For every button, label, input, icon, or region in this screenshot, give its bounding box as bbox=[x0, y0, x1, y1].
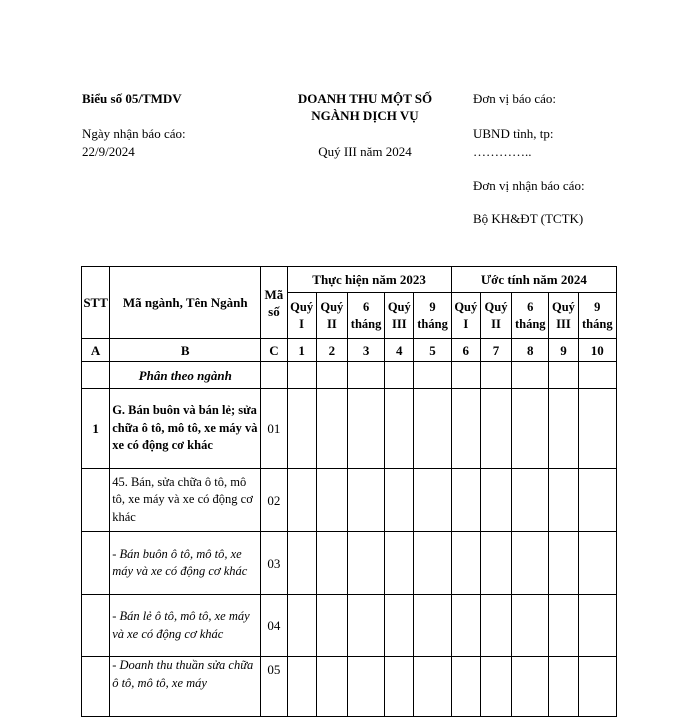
receiving-unit-label: Đơn vị nhận báo cáo: bbox=[473, 178, 585, 193]
table-row: - Doanh thu thuần sửa chữa ô tô, mô tô, xe máy 05 bbox=[82, 657, 617, 717]
group-actual-2023: Thực hiện năm 2023 bbox=[287, 267, 451, 293]
subcol: 6 tháng bbox=[512, 293, 549, 339]
report-title-line1: DOANH THU MỘT SỐ bbox=[297, 91, 433, 106]
received-date: 22/9/2024 bbox=[82, 144, 135, 159]
section-label: Phân theo ngành bbox=[110, 362, 261, 389]
revenue-table bbox=[81, 266, 617, 717]
table-row: - Bán lẻ ô tô, mô tô, xe máy và xe có động cơ khác 04 bbox=[82, 595, 617, 657]
reporting-unit-label: Đơn vị báo cáo: bbox=[473, 91, 557, 106]
subcol: Quý II bbox=[316, 293, 347, 339]
receiving-unit: Bộ KH&ĐT (TCTK) bbox=[473, 211, 584, 226]
table-row: 1 G. Bán buôn và bán lẻ; sửa chữa ô tô, mô tô, xe máy và xe có động cơ khác 01 bbox=[82, 389, 617, 469]
subcol: Quý I bbox=[451, 293, 480, 339]
col-name: Mã ngành, Tên Ngành bbox=[110, 267, 261, 339]
reporting-unit-line1: UBND tỉnh, tp: bbox=[473, 126, 554, 141]
subcol: 6 tháng bbox=[347, 293, 384, 339]
group-estimate-2024: Ước tính năm 2024 bbox=[451, 267, 616, 293]
received-date-label: Ngày nhận báo cáo: bbox=[82, 126, 186, 141]
index-row: A B C 1 2 3 4 5 6 7 8 9 10 bbox=[82, 339, 617, 362]
section-row bbox=[82, 362, 617, 389]
report-period: Quý III năm 2024 bbox=[318, 144, 412, 159]
subcol: Quý III bbox=[549, 293, 578, 339]
subcol: Quý III bbox=[385, 293, 414, 339]
subcol: 9 tháng bbox=[414, 293, 451, 339]
table-row: 45. Bán, sửa chữa ô tô, mô tô, xe máy và xe có động cơ khác 02 bbox=[82, 469, 617, 532]
col-stt: STT bbox=[82, 267, 110, 339]
subcol: Quý II bbox=[480, 293, 511, 339]
reporting-unit-line2: ………….. bbox=[473, 144, 532, 159]
report-title-line2: NGÀNH DỊCH VỤ bbox=[311, 108, 419, 123]
form-code: Biểu số 05/TMDV bbox=[82, 91, 182, 106]
col-code: Mã số bbox=[261, 267, 287, 339]
subcol: Quý I bbox=[287, 293, 316, 339]
subcol: 9 tháng bbox=[578, 293, 616, 339]
table-row: - Bán buôn ô tô, mô tô, xe máy và xe có động cơ khác 03 bbox=[82, 532, 617, 595]
